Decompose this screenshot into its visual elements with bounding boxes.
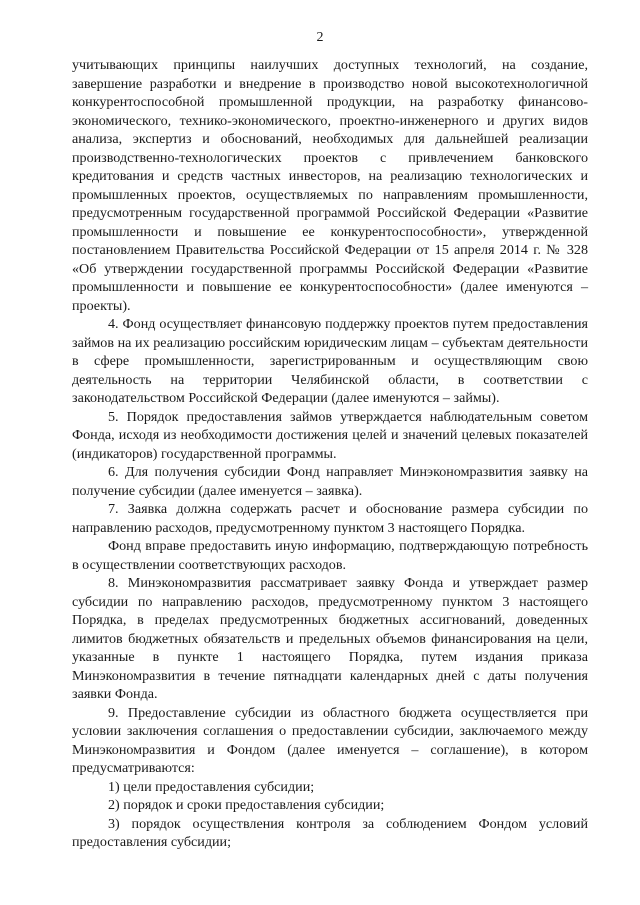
paragraph-item-8: 8. Минэкономразвития рассматривает заявку Фонда и утверждает размер субсидии по направлению расходов, предусмотренному пунктом 3 настоящего Порядка, в пределах предусмотренных бюджетных ассигнований, доведенных лимитов бюджетных обязательств и предельных объемов финансирования на цели, указанные в пункте 1 настоящего Порядка, путем издания приказа Минэкономразвития в течение пятнадцати календарных дней с даты получения заявки Фонда. [72,575,588,702]
paragraph-item-9: 9. Предоставление субсидии из областного бюджета осуществляется при условии заключения соглашения о предоставлении субсидии, заключаемого между Минэкономразвития и Фондом (далее именуется – соглашение), в котором предусматриваются: [72,704,588,776]
paragraph-item-6: 6. Для получения субсидии Фонд направляет Минэкономразвития заявку на получение субсидии (далее именуется – заявка). [72,464,588,499]
paragraph-continuation: учитывающих принципы наилучших доступных технологий, на создание, завершение разработки и внедрение в производство новой высокотехнологичной конкурентоспособной промышленной продукции, на разработку финансово-экономического, технико-экономического, проектно-инженерного и других видов анализа, экспертиз и обоснований, необходимых для дальнейшей реализации производственно-технологических проектов с привлечением банковского кредитования и средств частных инвесторов, на реализацию технологических и промышленных проектов, осуществляемых по направлениям промышленности, предусмотренным государственной программой Российской Федерации «Развитие промышленности и повышение ее конкурентоспособности», утвержденной постановлением Правительства Российской Федерации от 15 апреля 2014 г. № 328 «Об утверждении государственной программы Российской Федерации «Развитие промышленности и повышение ее конкурентоспособности» (далее именуются – проекты). [72,57,588,314]
document-body [72,56,588,852]
list-item-2: 2) порядок и сроки предоставления субсидии; [108,797,385,813]
page-number: 2 [316,30,324,45]
list-item-1: 1) цели предоставления субсидии; [108,778,315,795]
paragraph-fund-info: Фонд вправе предоставить иную информацию, подтверждающую потребность в осуществлении соответствующих расходов. [72,538,588,573]
paragraph-item-4: 4. Фонд осуществляет финансовую поддержку проектов путем предоставления займов на их реализацию российским юридическим лицам – субъектам деятельности в сфере промышленности, зарегистрированным и осуществляющим свою деятельность на территории Челябинской области, в соответствии с законодательством Российской Федерации (далее именуются – займы). [72,316,588,406]
paragraph-item-5: 5. Порядок предоставления займов утверждается наблюдательным советом Фонда, исходя из необходимости достижения целей и значений целевых показателей (индикаторов) государственной программы. [72,408,588,462]
paragraph-item-7: 7. Заявка должна содержать расчет и обоснование размера субсидии по направлению расходов, предусмотренному пунктом 3 настоящего Порядка. [72,501,588,536]
list-item-3: 3) порядок осуществления контроля за соблюдением Фондом условий предоставления субсидии; [72,815,588,850]
